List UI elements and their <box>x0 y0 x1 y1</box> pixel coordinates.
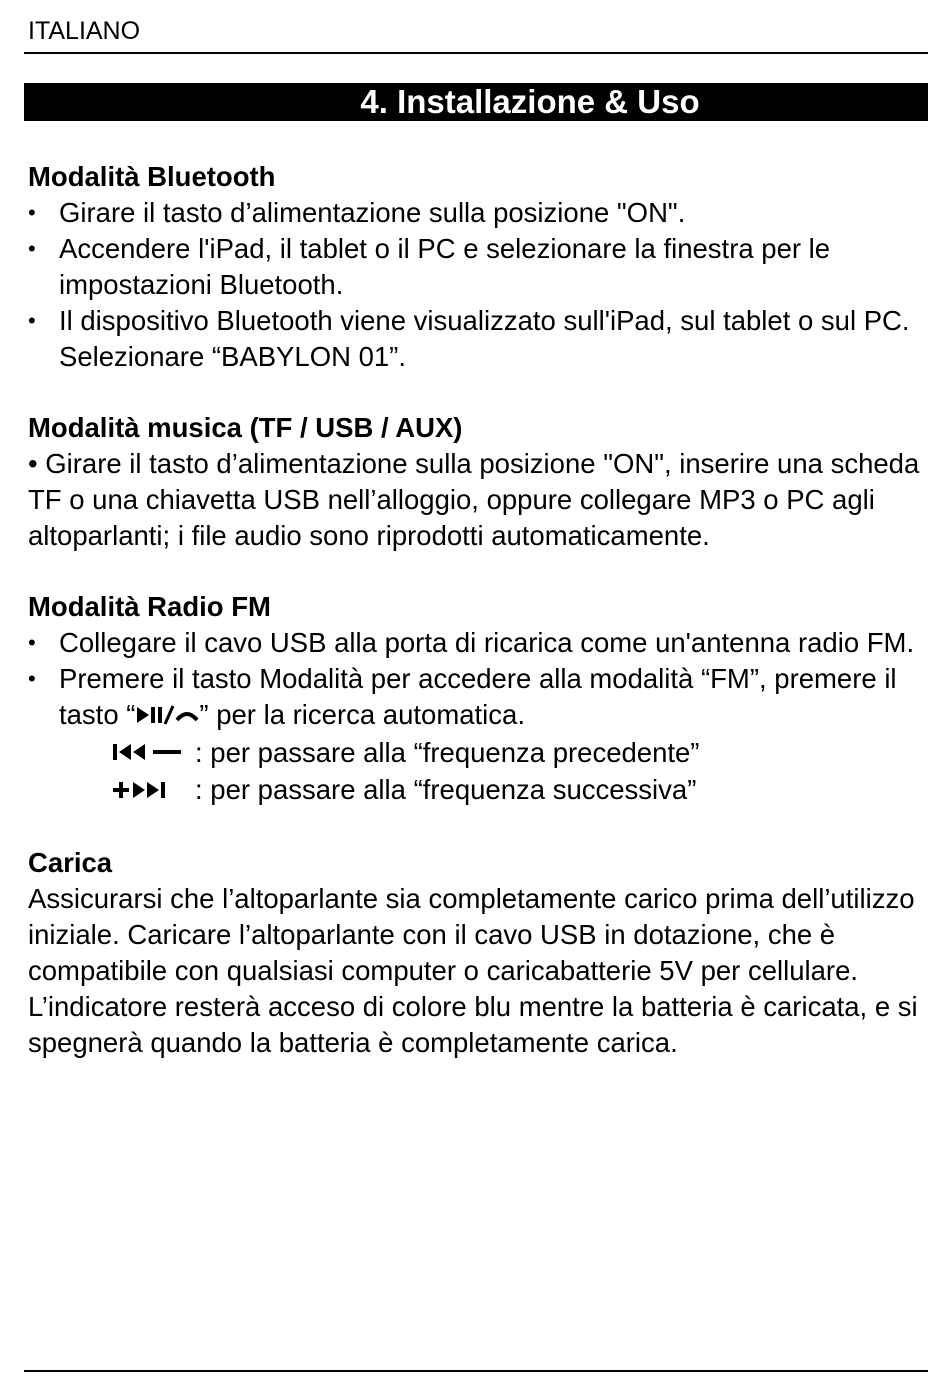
charge-heading: Carica <box>28 847 113 879</box>
prev-frequency-text: : per passare alla “frequenza precedente” <box>195 736 700 768</box>
list-item <box>28 661 928 735</box>
manual-content <box>28 159 928 1096</box>
play-pause-phone-icon <box>135 699 199 735</box>
radio-heading: Modalità Radio FM <box>28 591 271 622</box>
section-title-bar <box>24 83 928 121</box>
next-frequency-line <box>28 772 928 810</box>
list-item-text-b: ” per la ricerca automatica. <box>199 699 525 730</box>
list-item-text: Girare il tasto d’alimentazione sulla posizione "ON". <box>59 197 686 228</box>
radio-section <box>28 589 928 810</box>
list-item-text-a: Premere il tasto Modalità per accedere alla modalità “FM”, premere il tasto “ <box>59 663 897 730</box>
next-frequency-text: : per passare alla “frequenza successiva” <box>195 774 697 806</box>
radio-list <box>28 625 928 735</box>
bluetooth-heading: Modalità Bluetooth <box>28 161 276 192</box>
bullet-icon: • <box>28 308 36 333</box>
list-item <box>28 303 928 375</box>
language-label: ITALIANO <box>28 17 141 45</box>
charge-text: Assicurarsi che l’altoparlante sia completamente carico prima dell’utilizzo iniziale. Caricare l’altoparlante con il cavo USB in dotazione, che è compatibile con qualsiasi computer o caricabatterie 5V per cellulare. L’indicatore resterà acceso di colore blu mentre la batteria è caricata, e si spegnerà quando la batteria è completamente carica. <box>28 883 918 1059</box>
prev-frequency-line <box>28 735 928 773</box>
list-item <box>28 625 928 661</box>
plus-next-icon <box>111 774 183 810</box>
music-section <box>28 410 928 554</box>
charge-section <box>28 845 928 1061</box>
list-item-text: Collegare il cavo USB alla porta di ricarica come un'antenna radio FM. <box>59 627 915 658</box>
bullet-icon: • <box>28 236 36 261</box>
bluetooth-list <box>28 195 928 375</box>
list-item <box>28 231 928 303</box>
list-item <box>28 195 928 231</box>
page-title: 4. Installazione & Uso <box>360 83 700 120</box>
music-text: • Girare il tasto d’alimentazione sulla posizione "ON", inserire una scheda TF o una chiavetta USB nell’alloggio, oppure collegare MP3 o PC agli altoparlanti; i file audio sono riprodotti automaticamente. <box>28 448 920 551</box>
footer-divider <box>24 1370 928 1372</box>
bullet-icon: • <box>28 630 36 655</box>
bullet-icon: • <box>28 200 36 225</box>
bluetooth-section <box>28 159 928 375</box>
list-item-text: Accendere l'iPad, il tablet o il PC e selezionare la finestra per le impostazioni Bluetooth. <box>59 233 831 300</box>
list-item-text: Il dispositivo Bluetooth viene visualizzato sull'iPad, sul tablet o sul PC. Selezionare “BABYLON 01”. <box>59 305 910 372</box>
header-divider <box>24 52 928 54</box>
previous-minus-icon <box>111 736 183 772</box>
bullet-icon: • <box>28 666 36 691</box>
music-heading: Modalità musica (TF / USB / AUX) <box>28 412 463 443</box>
